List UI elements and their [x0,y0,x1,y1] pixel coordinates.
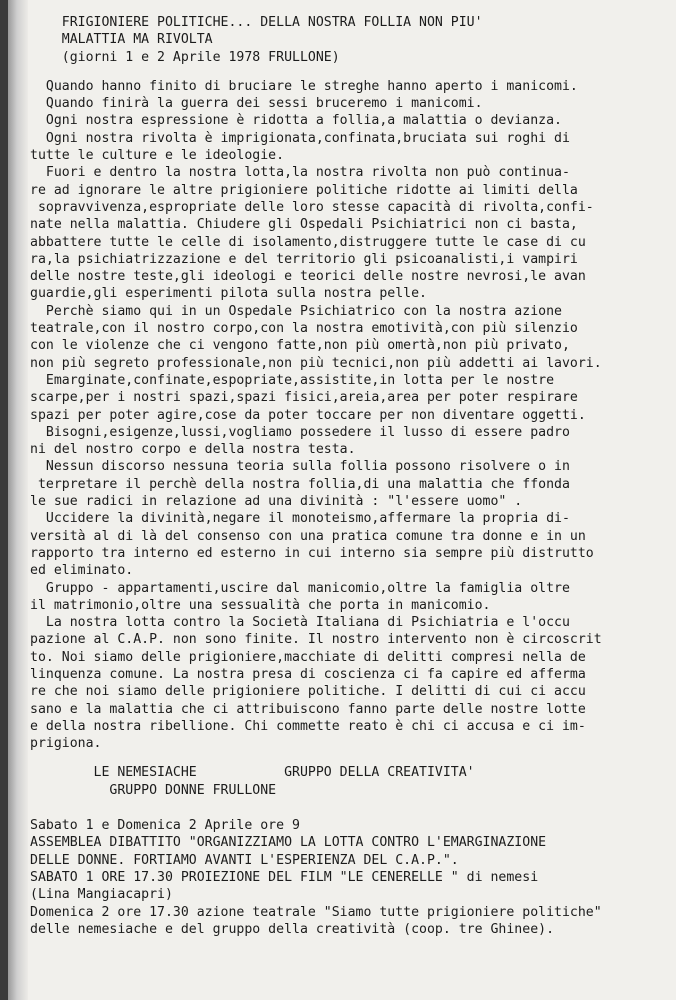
body-line: Quando hanno finito di bruciare le streghe hanno aperto i manicomi. [30,78,578,94]
body-line: non più segreto professionale,non più tecnici,non più addetti ai lavori. [30,355,602,371]
binding-shadow [8,0,28,1000]
body-line: ni del nostro corpo e della nostra testa. [30,442,356,458]
body-line: Ogni nostra espressione è ridotta a follia,a malattia o devianza. [30,113,562,129]
body-line: le sue radici in relazione ad una divinità : "l'essere uomo" . [30,494,523,510]
body-line: spazi per poter agire,cose da poter toccare per non diventare oggetti. [30,407,586,423]
body-line: terpretare il perchè della nostra follia,di una malattia che ffonda [30,476,570,492]
body-line: e della nostra ribellione. Chi commette reato è chi ci accusa e ci im- [30,718,586,734]
header-line: FRIGIONIERE POLITICHE... DELLA NOSTRA FOLLIA NON PIU' [30,15,483,30]
body-line: con le violenze che ci vengono fatte,non più omertà,non più privato, [30,338,570,354]
body-line: sano e la malattia che ci attribuiscono fanno parte delle nostre lotte [30,701,586,717]
body-line: ra,la psichiatrizzazione e del territorio gli psicoanalisti,i vampiri [30,251,578,267]
body-line: abbattere tutte le celle di isolamento,distruggere tutte le case di cu [30,234,586,250]
program-line: SABATO 1 ORE 17.30 PROIEZIONE DEL FILM "LE CENERELLE " di nemesi [30,869,539,885]
program-line: Domenica 2 ore 17.30 azione teatrale "Siamo tutte prigioniere politiche" [30,904,602,920]
body-line: prigiona. [30,736,102,752]
body-line: scarpe,per i nostri spazi,spazi fisici,areia,area per poter respirare [30,390,578,406]
body-line: il matrimonio,oltre una sessualità che porta in manicomio. [30,597,491,613]
body-line: re ad ignorare le altre prigioniere politiche ridotte ai limiti della [30,182,578,198]
flyer-header [30,14,670,66]
event-program [30,817,670,938]
body-line: sopravvivenza,espropriate delle loro stesse capacità di rivolta,confi- [30,199,594,215]
body-line: Ogni nostra rivolta è imprigionata,confinata,bruciata sui roghi di [30,130,570,146]
body-line: Uccidere la divinità,negare il monoteismo,affermare la propria di- [30,511,570,527]
flyer-signatures [30,764,670,799]
body-line: to. Noi siamo delle prigioniere,macchiate di delitti compresi nella de [30,649,586,665]
body-line: pazione al C.A.P. non sono finite. Il nostro intervento non è circoscrit [30,632,602,648]
body-line: Nessun discorso nessuna teoria sulla follia possono risolvere o in [30,459,570,475]
body-line: rapporto tra interno ed esterno in cui interno sia sempre più distrutto [30,545,594,561]
body-line: ed eliminato. [30,563,134,579]
body-line: nate nella malattia. Chiudere gli Ospedali Psichiatrici non ci basta, [30,217,578,233]
body-line: Bisogni,esigenze,lussi,vogliamo possedere il lusso di essere padro [30,424,570,440]
body-line: tutte le culture e le ideologie. [30,148,285,164]
program-line: (Lina Mangiacapri) [30,887,173,903]
signature-line: GRUPPO DONNE FRULLONE [30,782,277,798]
body-line: versità al di là del consenso con una pratica comune tra donne e in un [30,528,586,544]
signature-line: LE NEMESIACHE GRUPPO DELLA CREATIVITA' [30,765,475,781]
header-line: MALATTIA MA RIVOLTA [30,32,213,48]
flyer-body [30,78,670,753]
program-line: DELLE DONNE. FORTIAMO AVANTI L'ESPERIENZA DEL C.A.P.". [30,852,459,868]
body-line: Emarginate,confinate,espopriate,assistite,in lotta per le nostre [30,372,555,388]
program-line: Sabato 1 e Domenica 2 Aprile ore 9 [30,818,300,834]
program-line: ASSEMBLEA DIBATTITO "ORGANIZZIAMO LA LOTTA CONTRO L'EMARGINAZIONE [30,835,547,851]
body-line: Gruppo - appartamenti,uscire dal manicomio,oltre la famiglia oltre [30,580,570,596]
body-line: linquenza comune. La nostra presa di coscienza ci fa capire ed afferma [30,666,586,682]
body-line: La nostra lotta contro la Società Italiana di Psichiatria e l'occu [30,615,570,631]
flyer-text [30,14,670,938]
program-line: delle nemesiache e del gruppo della creatività (coop. tre Ghinee). [30,921,555,937]
document-page [8,0,676,1000]
body-line: delle nostre teste,gli ideologi e teorici delle nostre nevrosi,le avan [30,269,586,285]
body-line: Quando finirà la guerra dei sessi bruceremo i manicomi. [30,96,483,112]
body-line: guardie,gli esperimenti pilota sulla nostra pelle. [30,286,427,302]
body-line: re che noi siamo delle prigioniere politiche. I delitti di cui ci accu [30,684,586,700]
body-line: teatrale,con il nostro corpo,con la nostra emotività,con più silenzio [30,321,578,337]
body-line: Fuori e dentro la nostra lotta,la nostra rivolta non può continua- [30,165,570,181]
body-line: Perchè siamo qui in un Ospedale Psichiatrico con la nostra azione [30,303,562,319]
header-line: (giorni 1 e 2 Aprile 1978 FRULLONE) [30,49,340,65]
